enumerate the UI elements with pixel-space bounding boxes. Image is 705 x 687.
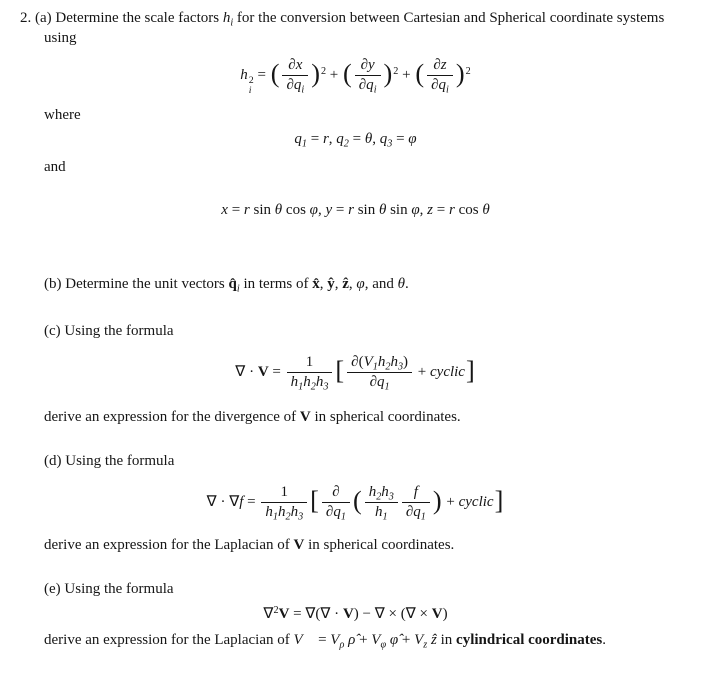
denominator (261, 502, 307, 521)
math-token: ] (494, 486, 504, 516)
math-token: r (348, 201, 354, 218)
math-token: ∂q (369, 373, 385, 390)
math-token: derive an expression for the Laplacian of (44, 537, 294, 554)
math-token: ẑ (431, 632, 437, 649)
math-token: in spherical coordinates. (310, 409, 461, 426)
math-token: + (398, 632, 415, 649)
numerator (287, 354, 333, 372)
math-token: x̂ (312, 276, 320, 293)
math-token: ( (352, 486, 362, 516)
math-token: ∂q (358, 76, 374, 93)
math-token: cyclic (430, 363, 465, 380)
math-token: θ (364, 130, 373, 147)
math-token: ) (311, 59, 320, 89)
math-token: = (348, 130, 365, 147)
part-d-derive (44, 535, 691, 555)
scale-factor-equation (20, 57, 691, 97)
subscript: 1 (298, 381, 304, 393)
math-token: . (602, 632, 607, 649)
math-token: h (374, 503, 383, 520)
subscript: i (373, 84, 377, 96)
fraction (282, 57, 308, 95)
math-token: z (427, 201, 434, 218)
math-token: , and (364, 276, 398, 293)
math-token: y (325, 201, 333, 218)
subscript: i (248, 85, 252, 97)
fraction (427, 57, 453, 95)
math-token: , (419, 201, 428, 218)
math-token: V (431, 605, 443, 622)
math-token: cos (454, 201, 483, 218)
math-token: = ∇(∇ · (289, 605, 343, 622)
math-token: = (253, 66, 270, 83)
math-token: + (398, 66, 415, 83)
part-e-derive (44, 630, 691, 650)
subscript: 3 (298, 511, 304, 523)
math-token: r (322, 130, 329, 147)
math-token: h (390, 353, 398, 370)
math-token: V (342, 605, 354, 622)
math-token: ) (442, 605, 448, 622)
math-token: h (265, 503, 273, 520)
math-token: 1 (280, 483, 289, 500)
denominator (287, 372, 333, 391)
math-token: q (336, 130, 344, 147)
subscript: 2 (376, 491, 382, 503)
math-token: cyclic (458, 493, 494, 510)
subscript: 2 (385, 361, 391, 373)
subscript: 1 (420, 511, 426, 523)
math-token: derive an expression for the divergence of (44, 409, 300, 426)
math-token: V (363, 353, 373, 370)
part-e-intro (44, 579, 691, 599)
math-token: = (306, 130, 323, 147)
subscript: 3 (323, 381, 329, 393)
math-token: ∂ (332, 483, 340, 500)
denominator (355, 75, 381, 94)
math-token: = (227, 201, 244, 218)
fraction (347, 354, 412, 392)
denominator (282, 75, 308, 94)
subscript: ρ (339, 639, 345, 651)
math-token: + (355, 632, 372, 649)
math-token: V (299, 409, 311, 426)
math-token: ) (432, 486, 442, 516)
math-token: ) (403, 353, 409, 370)
math-token: ∇ · ∇ (206, 493, 240, 510)
math-token: V⃗ (293, 632, 315, 649)
math-token: ) − ∇ × (∇ × (353, 605, 432, 622)
math-token: ) (383, 59, 393, 89)
math-token: θ (397, 276, 405, 293)
math-token: h (315, 373, 324, 390)
fraction (261, 484, 307, 522)
math-token: r (448, 201, 455, 218)
subscript: 1 (301, 138, 307, 150)
superscript: 2 (465, 65, 471, 77)
and-label (44, 157, 691, 177)
math-token: h (240, 66, 248, 83)
subscript: 1 (382, 511, 388, 523)
subscript: i (301, 84, 305, 96)
math-token: for the conversion between Cartesian and Spherical coordinate systems using (44, 10, 665, 47)
math-token: ) (455, 59, 465, 89)
subscript: 1 (384, 381, 390, 393)
vector-laplacian-equation (20, 606, 691, 623)
math-token: φ (408, 130, 417, 147)
math-token: f (239, 493, 244, 510)
math-token: = (268, 363, 285, 380)
subscript: 2 (343, 138, 349, 150)
math-token: ∂x (288, 56, 303, 73)
math-token: h (290, 373, 299, 390)
math-token: h (368, 483, 377, 500)
laplacian-formula-equation (20, 484, 691, 522)
denominator (402, 502, 430, 521)
math-token: (d) Using the formula (44, 453, 175, 470)
math-token: sin (353, 201, 379, 218)
math-token: + (326, 66, 343, 83)
subscript: z (423, 639, 428, 651)
math-token: = (392, 130, 409, 147)
math-token: , (372, 130, 380, 147)
math-token: φ (411, 201, 420, 218)
problem-statement (20, 8, 691, 49)
math-token: h (303, 373, 311, 390)
math-token: ∂z (433, 56, 447, 73)
subscript: 3 (388, 491, 394, 503)
numerator (322, 484, 350, 502)
math-token: [ (335, 356, 345, 386)
divergence-formula-equation (20, 354, 691, 392)
math-token: ( (343, 59, 352, 89)
math-token: q (379, 130, 388, 147)
fraction (355, 57, 381, 95)
math-token: in terms of (239, 276, 313, 293)
math-token: and (44, 159, 66, 176)
subscript: 2 (285, 511, 291, 523)
math-token: V (330, 632, 340, 649)
denominator (322, 502, 350, 521)
math-token: ∂( (351, 353, 364, 370)
math-token: = (332, 201, 349, 218)
math-token: = (243, 493, 260, 510)
numerator (261, 484, 307, 502)
math-token: V (278, 605, 290, 622)
math-token: in (436, 632, 457, 649)
math-token: q̂ (228, 276, 237, 293)
math-token: V (414, 632, 424, 649)
math-token: [ (310, 486, 319, 516)
fraction (287, 354, 333, 392)
subscript: i (236, 283, 240, 295)
superscript: 2 (393, 65, 399, 77)
fraction (322, 484, 350, 522)
math-token: h (277, 503, 286, 520)
math-token: h (290, 503, 299, 520)
math-token: r (243, 201, 250, 218)
cartesian-spherical-equation (20, 202, 691, 219)
math-token: ∇ · (235, 363, 258, 380)
math-token: ( (270, 59, 280, 89)
math-token: where (44, 106, 81, 123)
math-token: ŷ (327, 276, 335, 293)
denominator (347, 372, 412, 391)
math-token: , (334, 276, 343, 293)
subscript: 3 (387, 138, 393, 150)
math-token: ∂q (325, 503, 341, 520)
math-token: . (405, 276, 409, 293)
math-token: sin (386, 201, 412, 218)
math-token: (b) Determine the unit vectors (44, 276, 229, 293)
math-token: = (314, 632, 331, 649)
math-token: ] (465, 356, 475, 386)
subscript: 1 (272, 511, 278, 523)
math-token: , (348, 276, 357, 293)
math-token: , (317, 201, 326, 218)
math-token: 2. (a) Determine the scale factors (20, 10, 223, 26)
math-token: φ (309, 201, 318, 218)
math-token: φ (356, 276, 365, 293)
math-token: ( (415, 59, 425, 89)
part-c-intro (44, 321, 691, 341)
subscript: i (230, 17, 234, 29)
denominator (427, 75, 453, 94)
coordinate-definitions-equation (20, 131, 691, 148)
math-token: (c) Using the formula (44, 323, 174, 340)
math-token: + (442, 493, 459, 510)
math-token: V (371, 632, 381, 649)
math-token: derive an expression for the Laplacian of (44, 632, 294, 649)
superscript: 2 (320, 65, 327, 77)
part-c-derive (44, 407, 691, 427)
subscript: i (446, 84, 449, 96)
math-token: θ (274, 201, 283, 218)
superscript: 2 (273, 604, 279, 616)
math-token: V (293, 537, 305, 554)
math-token: 1 (305, 353, 314, 370)
numerator (427, 57, 453, 75)
fraction (402, 484, 430, 522)
math-token: (e) Using the formula (44, 581, 174, 598)
math-token: , (328, 130, 337, 147)
numerator (355, 57, 381, 75)
math-token: f (413, 483, 418, 500)
numerator (402, 484, 430, 502)
math-token: V (257, 363, 269, 380)
math-token: h (222, 10, 231, 26)
math-token: φ̂ (389, 632, 399, 649)
math-token: ∂q (286, 76, 302, 93)
numerator (347, 354, 412, 372)
math-token: ẑ (342, 276, 349, 293)
math-token: in spherical coordinates. (304, 537, 455, 554)
where-label (44, 105, 691, 125)
numerator (365, 484, 398, 502)
subscript: 2 (310, 381, 316, 393)
math-token: h (381, 483, 389, 500)
math-token: ρ̂ (348, 632, 356, 649)
math-token: q (294, 130, 302, 147)
subscript: φ (380, 639, 387, 651)
part-b (44, 274, 691, 294)
part-d-intro (44, 451, 691, 471)
math-token: x (221, 201, 228, 218)
math-token: ∂y (360, 56, 375, 73)
subscript: 1 (340, 511, 346, 523)
math-token: + (414, 363, 430, 380)
denominator (365, 502, 398, 521)
math-token: ∇ (263, 605, 274, 622)
math-token: cos (282, 201, 310, 218)
subscript: 3 (397, 361, 404, 373)
math-token: h (377, 353, 386, 370)
math-token: sin (249, 201, 275, 218)
fraction (365, 484, 398, 522)
math-token: cylindrical coordinates (456, 632, 603, 649)
math-token: θ (482, 201, 490, 218)
math-token: ∂q (405, 503, 421, 520)
subscript: 1 (372, 361, 378, 373)
superscript: 2 (248, 74, 254, 86)
math-token: ∂q (431, 76, 447, 93)
math-token: , (319, 276, 328, 293)
math-token: = (433, 201, 449, 218)
document-body (20, 8, 691, 650)
math-token: θ (378, 201, 387, 218)
numerator (282, 57, 308, 75)
